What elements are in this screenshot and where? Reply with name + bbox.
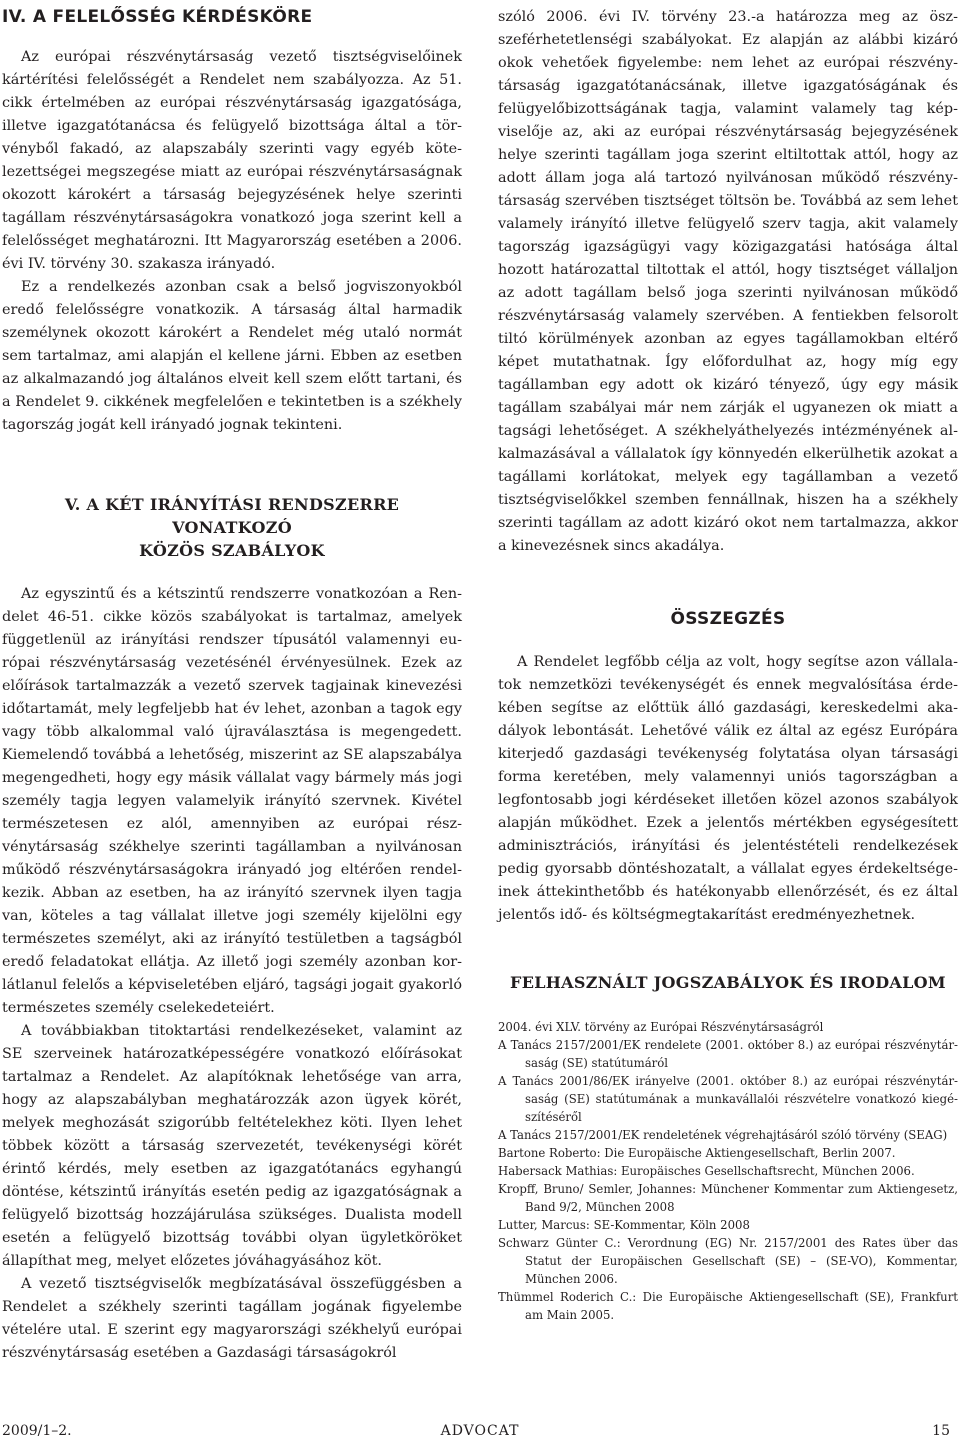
reference-item: Schwarz Günter C.: Verordnung (EG) Nr. 2157/2001 des Rates über das Statut der Europäischen Gesellschaft (SE) – (SE-VO), Kommentar, München 2006. xyxy=(498,1236,958,1286)
section-v-heading-line-2: KÖZÖS SZABÁLYOK xyxy=(139,541,325,560)
reference-item: Kropff, Bruno/ Semler, Johannes: Münchener Kommentar zum Aktiengesetz, Band 9/2, München 2008 xyxy=(498,1182,958,1214)
reference-item: Thümmel Roderich C.: Die Europäische Aktiengesellschaft (SE), Frankfurt am Main 2005. xyxy=(498,1290,958,1322)
section-v-paragraph-1: Az egyszintű és a kétszintű rendszerre vonatkozóan a Rendelet 46-51. cikke közös szabályokat is tartalmaz, amelyek függetlenül az irányítási rendszer típusától valamennyi európai részvénytársaság vezetésénél érvényesülnek. Ezek az előírások tartalmazzák a vezető szervek tagjainak kinevezési időtartamát, mely legfeljebb hat év lehet, azonban a tagok egy vagy több alkalommal való újraválasztása is megengedett. Kiemelendő továbbá a lehetőség, miszerint az SE alapszabálya megengedheti, hogy egy másik vállalat vagy bármely más jogi személy tagja legyen valamelyik irányító szervnek. Kivétel természetesen ez alól, amennyiben az európai részvénytársaság székhelye szerinti tagállamban a nyilvánosan működő részvénytársaságokra irányadó jog eltérően rendelkezik. Abban az esetben, ha az irányító szervnek ilyen tagja van, köteles a tag vállalat illetve jogi személy kijelölni egy természetes személyt, aki az irányító testületben a tagságból eredő feladatokat ellátja. Az illető jogi személy azonban korlátlanul felelős a képviseletében eljáró, tagsági jogait gyakorló természetes személy cselekedeteiért. xyxy=(2,586,462,1016)
continuation-paragraph: szóló 2006. évi IV. törvény 23.-a határozza meg az öszszeférhetetlenségi szabályokat. Ez alapján az alábbi kizáró okok vehetőek figyelembe: nem lehet az európai részvénytársaság igazgatótanácsának, illetve igazgatóságának és felügyelőbizottságának tagja, valamint valamely tag képviselője az, aki az európai részvénytársaság bejegyzésének helye szerinti tagállam joga szerint eltiltottak attól, hogy az adott állam joga alá tartozó nyilvánosan működő részvénytársaság szervében tisztséget töltsön be. Továbbá az sem lehet valamely irányító illetve felügyelő szerv tagja, akit valamely tagország igazságügyi vagy közigazgatási hatósága által hozott határozattal tiltottak el attól, hogy tisztséget vállaljon az adott tagállam belső joga szerinti nyilvánosan működő részvénytársaság valamely szervében. A fentiekben felsorolt tiltó körülmények azonban az egyes tagállamokban eltérő képet mutathatnak. Így előfordulhat az, hogy míg egy tagállamban egy adott ok kizáró tényező, úgy egy másik tagállam szabályai már nem zárják el ugyanezen ok miatt a tagsági lehetőséget. A székhelyáthelyezés intézményének alkalmazásával a vállalatok így könnyedén elkerülhetik azokat a tagállami korlátokat, melyek egy tagállamban a vezető tisztségviselőkkel szemben fennállnak, hiszen ha a székhely szerinti tagállam az adott kizáró okot nem tartalmazza, akkor a kinevezésnek sincs akadálya. xyxy=(498,9,958,554)
reference-item: Lutter, Marcus: SE-Kommentar, Köln 2008 xyxy=(498,1218,750,1232)
footer-page-number: 15 xyxy=(932,1423,950,1439)
reference-item: Bartone Roberto: Die Europäische Aktiengesellschaft, Berlin 2007. xyxy=(498,1146,896,1160)
references-list xyxy=(498,1018,958,1324)
footer-journal-name: ADVOCAT xyxy=(440,1423,520,1439)
summary-paragraph: A Rendelet legfőbb célja az volt, hogy segítse azon vállalatok nemzetközi tevékenységét és ennek megvalósítása érdekében segítse az előttük álló gazdasági, kereskedelmi akadályok lebontását. Lehetővé válik ez által az egész Európára kiterjedő gazdasági tevékenység folytatása olyan társasági forma keretében, mely valamennyi uniós tagországban a legfontosabb jogi kérdéseket illetően közel azonos szabályok alapján működhet. Ezek a jelentős mértékben egységesített adminisztrációs, irányítási és jelentéstételi rendelkezések pedig gyorsabb döntéshozatalt, a vállalat egyes érdekeltségeinek áttekinthetőbb és hatékonyabb ellenőrzését, és ez által jelentős idő- és költségmegtakarítást eredményezhetnek. xyxy=(498,654,958,923)
section-v-paragraph-2: A továbbiakban titoktartási rendelkezéseket, valamint az SE szerveinek határozatképességére vonatkozó előírásokat tartalmaz a Rendelet. Az alapítóknak lehetősége van arra, hogy az alapszabályban meghatározzák azon ügyek körét, melyek meghozását szigorúbb feltételekhez köti. Ilyen lehet többek között a társaság szervezetét, tevékenységi körét érintő kérdés, mely esetben az igazgatótanács egyhangú döntése, kétszintű irányítás esetén pedig az igazgatóságnak a felügyelő bizottság hozzájárulása szükséges. Dualista modell esetén a felügyelő bizottság további olyan ügyletköröket állapíthat meg, melyet előzetes jóváhagyásához köt. xyxy=(2,1023,462,1269)
section-iv-paragraph-2: Ez a rendelkezés azonban csak a belső jogviszonyokból eredő felelősségre vonatkozik. A társaság által harmadik személynek okozott károkért a Rendelet még utaló normát sem tartalmaz, ami alapján el kellene járni. Ebben az esetben az alkalmazandó jog általános elveit kell szem előtt tartani, és a Rendelet 9. cikkének megfelelően e tekintetben is a székhely tagország jogát kell irányadó jognak tekinteni. xyxy=(2,279,462,433)
reference-item: A Tanács 2157/2001/EK rendeletének végrehajtásáról szóló törvény (SEAG) xyxy=(498,1128,948,1142)
reference-item: 2004. évi XLV. törvény az Európai Részvénytársaságról xyxy=(498,1020,824,1034)
page-footer xyxy=(0,1422,960,1442)
left-column xyxy=(2,6,462,1365)
summary-heading: ÖSSZEGZÉS xyxy=(670,609,786,629)
section-iv-paragraph-1: Az európai részvénytársaság vezető tisztségviselőinek kártérítési felelősségét a Rendelet nem szabályozza. Az 51. cikk értelmében az európai részvénytársaság igazgatósága, illetve igazgatótanácsa és felügyelő bizottsága által a törvényből fakadó, az alapszabály szerinti vagy egyéb kötelezettségei megszegése miatt az európai részvénytársaságnak okozott károkért a társaság bejegyzésének helye szerinti tagállam részvénytársaságokra vonatkozó joga szerint kell a felelősséget meghatározni. Itt Magyarország esetében a 2006. évi IV. törvény 30. szakasza irányadó. xyxy=(2,49,462,272)
footer-issue: 2009/1–2. xyxy=(2,1423,72,1439)
section-v-heading-line-1: V. A KÉT IRÁNYÍTÁSI RENDSZERRE VONATKOZÓ xyxy=(64,495,400,537)
section-iv-heading: IV. A FELELŐSSÉG KÉRDÉSKÖRE xyxy=(2,7,313,27)
reference-item: A Tanács 2001/86/EK irányelve (2001. október 8.) az európai részvénytársaság (SE) statútumának a munkavállalói részvételre vonatkozó kiegészítéséről xyxy=(498,1074,958,1124)
section-v-paragraph-3: A vezető tisztségviselők megbízatásával összefüggésben a Rendelet a székhely szerinti tagállam jogának figyelembe vételére utal. E szerint egy magyarországi székhelyű európai részvénytársaság esetében a Gazdasági társaságokról xyxy=(2,1276,462,1361)
right-column xyxy=(498,6,958,1324)
reference-item: A Tanács 2157/2001/EK rendelete (2001. október 8.) az európai részvénytársaság (SE) statútumáról xyxy=(498,1038,958,1070)
reference-item: Habersack Mathias: Europäisches Gesellschaftsrecht, München 2006. xyxy=(498,1164,915,1178)
references-heading: FELHASZNÁLT JOGSZABÁLYOK ÉS IRODALOM xyxy=(510,973,946,992)
